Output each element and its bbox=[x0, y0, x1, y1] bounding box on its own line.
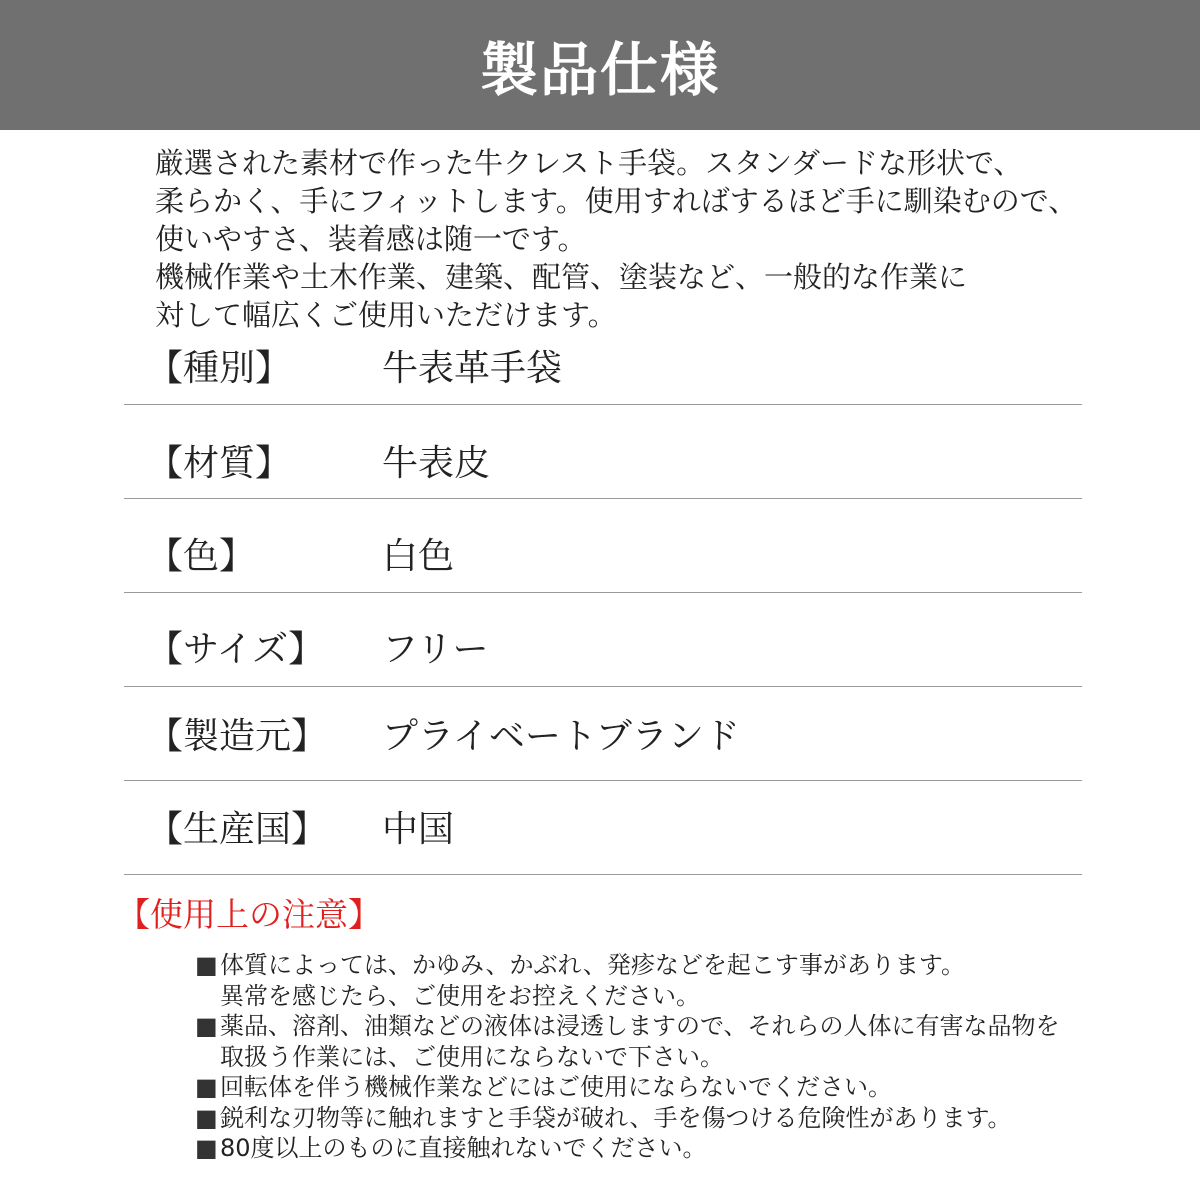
spec-label: 【製造元】 bbox=[147, 716, 328, 757]
note-text: 体質によっては、かゆみ、かぶれ、発疹などを起こす事があります。 bbox=[220, 951, 965, 979]
spec-label: 【サイズ】 bbox=[147, 629, 325, 670]
caution-note bbox=[195, 1133, 1135, 1164]
square-bullet-icon: ■ bbox=[195, 1134, 218, 1162]
spec-value: プライベートブランド bbox=[382, 716, 740, 757]
note-continuation: 異常を感じたら、ご使用をお控えください。 bbox=[220, 981, 700, 1010]
intro-line: 対して幅広くご使用いただけます。 bbox=[155, 298, 617, 332]
spec-row-color bbox=[0, 537, 1200, 577]
intro-line: 使いやすさ、装着感は随一です。 bbox=[155, 222, 587, 256]
spec-label: 【生産国】 bbox=[147, 809, 328, 850]
note-text: 回転体を伴う機械作業などにはご使用にならないでください。 bbox=[220, 1073, 892, 1101]
spec-row-size bbox=[0, 630, 1200, 670]
page-title: 製品仕様 bbox=[479, 36, 720, 104]
row-divider bbox=[124, 874, 1082, 875]
intro-line: 機械作業や土木作業、建築、配管、塗装など、一般的な作業に bbox=[155, 260, 968, 294]
caution-note bbox=[195, 1103, 1135, 1134]
row-divider bbox=[124, 498, 1082, 499]
spec-value: 白色 bbox=[382, 536, 455, 577]
spec-row-manufacturer bbox=[0, 717, 1200, 757]
caution-notes bbox=[195, 950, 1135, 1164]
caution-heading: 【使用上の注意】 bbox=[117, 895, 381, 934]
row-divider bbox=[124, 780, 1082, 781]
spec-value: フリー bbox=[382, 629, 489, 670]
square-bullet-icon: ■ bbox=[195, 951, 218, 979]
note-text: 薬品、溶剤、油類などの液体は浸透しますので、それらの人体に有害な品物を bbox=[220, 1012, 1060, 1040]
spec-row-material bbox=[0, 444, 1200, 484]
spec-value: 中国 bbox=[382, 809, 455, 850]
row-divider bbox=[124, 592, 1082, 593]
caution-note bbox=[195, 1072, 1135, 1103]
header-bar bbox=[0, 0, 1200, 130]
spec-value: 牛表革手袋 bbox=[382, 348, 563, 389]
note-text: 鋭利な刃物等に触れますと手袋が破れ、手を傷つける危険性があります。 bbox=[220, 1103, 1012, 1132]
note-text: 80度以上のものに直接触れないでください。 bbox=[220, 1134, 707, 1162]
caution-note bbox=[195, 950, 1135, 1011]
note-continuation: 取扱う作業には、ご使用にならないで下さい。 bbox=[220, 1042, 724, 1071]
square-bullet-icon: ■ bbox=[195, 1103, 218, 1132]
intro-description bbox=[155, 144, 1175, 334]
intro-line: 柔らかく、手にフィットします。使用すればするほど手に馴染むので、 bbox=[155, 184, 1078, 218]
spec-row-type bbox=[0, 349, 1200, 389]
spec-row-origin bbox=[0, 810, 1200, 850]
row-divider bbox=[124, 686, 1082, 687]
row-divider bbox=[124, 404, 1082, 405]
intro-line: 厳選された素材で作った牛クレスト手袋。スタンダードな形状で、 bbox=[155, 146, 1023, 180]
caution-note bbox=[195, 1011, 1135, 1072]
spec-label: 【種別】 bbox=[147, 348, 292, 389]
spec-label: 【材質】 bbox=[147, 443, 292, 484]
spec-value: 牛表皮 bbox=[382, 443, 491, 484]
square-bullet-icon: ■ bbox=[195, 1012, 218, 1040]
square-bullet-icon: ■ bbox=[195, 1073, 218, 1101]
spec-label: 【色】 bbox=[147, 536, 256, 577]
